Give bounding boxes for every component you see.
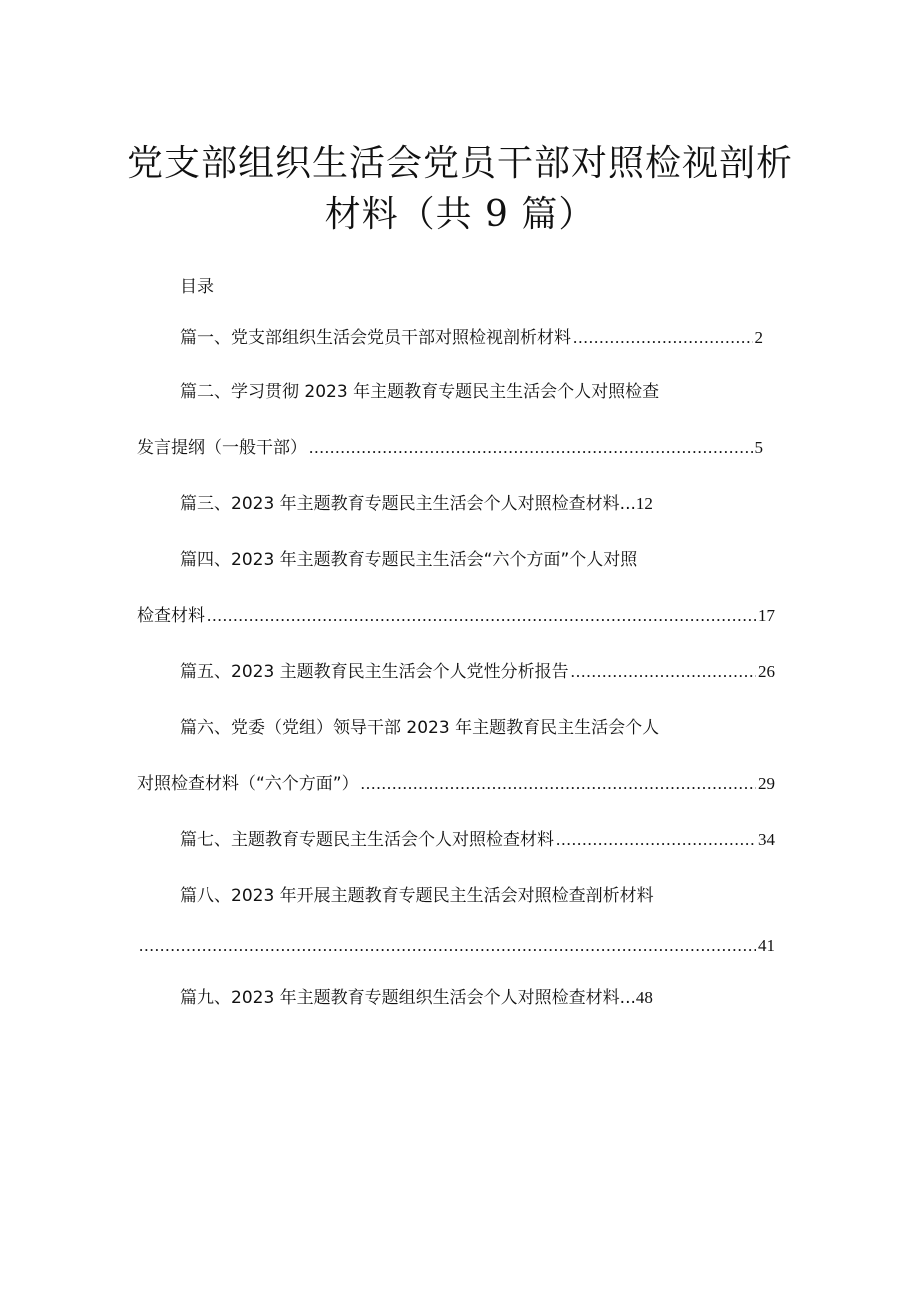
toc-entry-title: 篇五、2023 主题教育民主生活会个人党性分析报告 xyxy=(180,662,569,682)
toc-entry-2[interactable] xyxy=(180,380,659,404)
toc-heading: 目录 xyxy=(180,277,214,297)
toc-leader-dots xyxy=(207,604,756,628)
toc-page-number: 5 xyxy=(754,438,763,457)
toc-entry-1[interactable] xyxy=(180,326,763,350)
toc-leader-dots xyxy=(361,772,756,796)
toc-entry-title: 篇七、主题教育专题民主生活会个人对照检查材料 xyxy=(180,830,554,850)
toc-entry-2-continued[interactable] xyxy=(137,436,763,460)
toc-page-number: 29 xyxy=(758,774,775,793)
toc-entry-8-continued[interactable] xyxy=(137,934,775,958)
toc-page-number: 48 xyxy=(635,988,653,1007)
toc-entry-9[interactable] xyxy=(180,986,653,1010)
toc-page-number: 12 xyxy=(635,494,653,513)
toc-entry-4-continued[interactable] xyxy=(137,604,775,628)
document-title-line-1: 党支部组织生活会党员干部对照检视剖析 xyxy=(126,143,793,184)
toc-entry-4[interactable] xyxy=(180,548,637,572)
toc-page-number: 41 xyxy=(758,936,775,955)
toc-entry-title: 篇八、2023 年开展主题教育专题民主生活会对照检查剖析材料 xyxy=(180,886,654,906)
toc-entry-title: 篇六、党委（党组）领导干部 2023 年主题教育民主生活会个人 xyxy=(180,718,660,738)
toc-leader-dots xyxy=(139,934,756,958)
toc-entry-title-continued: 检查材料 xyxy=(137,606,205,626)
toc-entry-6-continued[interactable] xyxy=(137,772,775,796)
toc-entry-7[interactable] xyxy=(180,828,775,852)
toc-leader-dots xyxy=(309,436,753,460)
toc-entry-title-continued: 发言提纲（一般干部） xyxy=(137,438,307,458)
toc-entry-3[interactable] xyxy=(180,492,653,516)
toc-leader-dots xyxy=(573,326,753,350)
toc-entry-title: 篇三、2023 年主题教育专题民主生活会个人对照检查材料... xyxy=(180,494,636,514)
toc-leader-dots xyxy=(571,660,756,684)
toc-page-number: 26 xyxy=(758,662,775,681)
toc-page-number: 17 xyxy=(758,606,775,625)
toc-entry-5[interactable] xyxy=(180,660,775,684)
toc-page-number: 2 xyxy=(754,328,763,347)
document-title-line-2: 材料（共 9 篇） xyxy=(324,194,596,235)
toc-entry-title: 篇九、2023 年主题教育专题组织生活会个人对照检查材料... xyxy=(180,988,636,1008)
toc-page-number: 34 xyxy=(758,830,775,849)
toc-entry-title: 篇一、党支部组织生活会党员干部对照检视剖析材料 xyxy=(180,328,571,348)
toc-entry-6[interactable] xyxy=(180,716,659,740)
toc-entry-8[interactable] xyxy=(180,884,654,908)
toc-entry-title: 篇二、学习贯彻 2023 年主题教育专题民主生活会个人对照检查 xyxy=(180,382,660,402)
toc-entry-title-continued: 对照检查材料（“六个方面”） xyxy=(137,774,359,794)
toc-leader-dots xyxy=(556,828,756,852)
toc-entry-title: 篇四、2023 年主题教育专题民主生活会“六个方面”个人对照 xyxy=(180,550,638,570)
